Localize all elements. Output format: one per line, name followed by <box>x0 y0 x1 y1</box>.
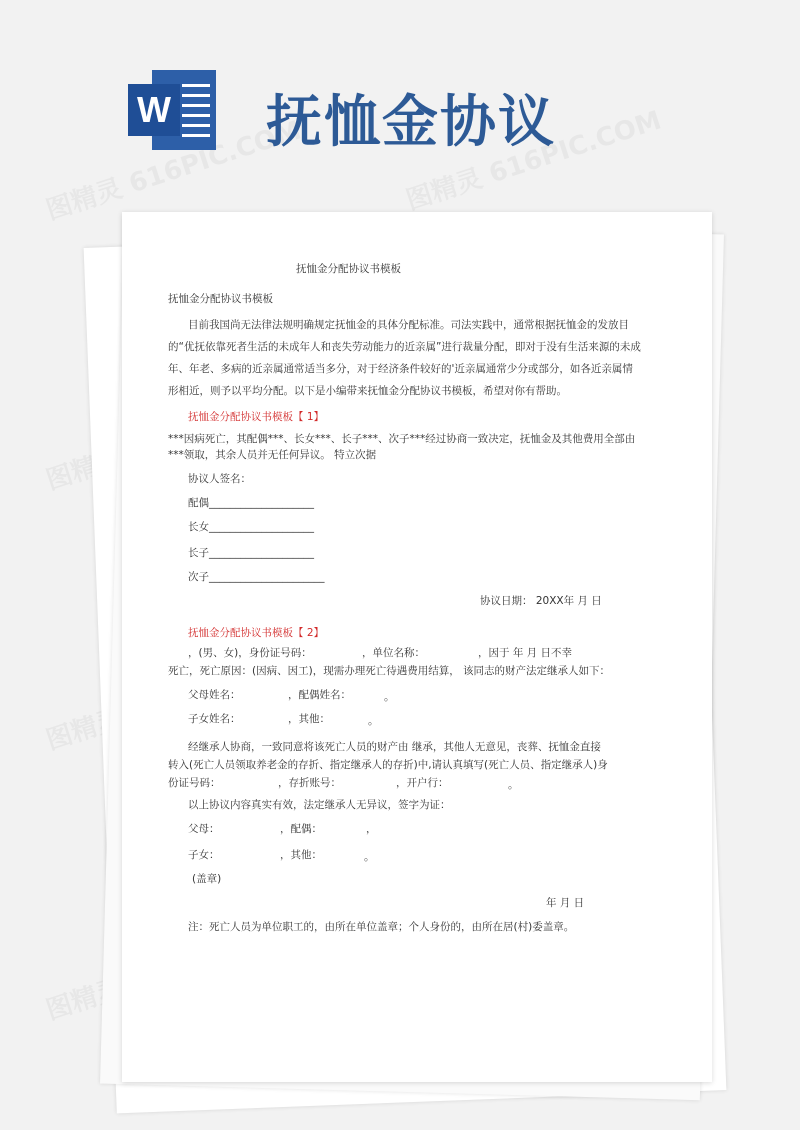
template1-body: ***领取，其余人员并无任何异议。 特立次据 <box>168 449 377 461</box>
period-mark: 。 <box>368 715 379 727</box>
word-logo-icon <box>128 70 216 150</box>
doc-heading: 抚恤金分配协议书模板 <box>296 263 401 275</box>
document-page <box>122 212 712 1082</box>
account-label: ，存折账号： <box>278 777 341 789</box>
inherit-paragraph: 经继承人协商，一致同意将该死亡人员的财产由 继承，其他人无意见，丧葬、抚恤金直接 <box>188 741 601 753</box>
form-death-cause: 死亡，死亡原因：(因病、因工)，现需办理死亡待遇费用结算， 该同志的财产法定继承人如下： <box>168 665 611 677</box>
period-mark: 。 <box>364 851 375 863</box>
sign-spouse: ，配偶： <box>280 823 322 835</box>
signer-eldest-daughter: 长女____________________ <box>188 521 314 533</box>
signer-second-son: 次子______________________ <box>188 571 325 583</box>
template2-title: 抚恤金分配协议书模板【 2】 <box>188 627 325 639</box>
parents-name-label: 父母姓名： <box>188 689 241 701</box>
template1-date: 协议日期： 20XX年 月 日 <box>480 595 602 607</box>
page-title: 抚恤金协议 <box>266 90 556 155</box>
period-mark: 。 <box>508 779 519 791</box>
template2-date: 年 月 日 <box>546 897 585 909</box>
form-id-line: ，(男、女)，身份证号码： <box>188 647 312 659</box>
sign-label: 协议人签名： <box>188 473 251 485</box>
sign-other: ，其他： <box>280 849 322 861</box>
form-date-line: ，因于 年 月 日不幸 <box>478 647 573 659</box>
sign-parents: 父母： <box>188 823 220 835</box>
template1-title: 抚恤金分配协议书模板【 1】 <box>188 411 325 423</box>
comma-mark: ， <box>366 823 377 835</box>
inherit-paragraph: 转入(死亡人员领取养老金的存折、指定继承人的存折)中,请认真填写(死亡人员、指定继承人)身 <box>168 759 608 771</box>
form-employer-line: ，单位名称： <box>362 647 425 659</box>
intro-line: 形相近，则予以平均分配。以下是小编带来抚恤金分配协议书模板，希望对你有帮助。 <box>168 385 567 397</box>
intro-line: 的“优抚依靠死者生活的未成年人和丧失劳动能力的近亲属”进行裁量分配，即对于没有生活来源的未成 <box>168 341 641 353</box>
template1-body: ***因病死亡，其配偶***、长女***、长子***、次子***经过协商一致决定，抚恤金及其他费用全部由 <box>168 433 636 445</box>
period-mark: 。 <box>384 691 395 703</box>
seal-label: (盖章) <box>192 873 222 885</box>
doc-subheading: 抚恤金分配协议书模板 <box>168 293 273 305</box>
footnote: 注：死亡人员为单位职工的，由所在单位盖章；个人身份的，由所在居(村)委盖章。 <box>188 921 575 933</box>
intro-line: 目前我国尚无法律法规明确规定抚恤金的具体分配标准。司法实践中，通常根据抚恤金的发放目 <box>188 319 629 331</box>
confirm-line: 以上协议内容真实有效，法定继承人无异议，签字为证： <box>188 799 451 811</box>
sign-children: 子女： <box>188 849 220 861</box>
signer-eldest-son: 长子____________________ <box>188 547 314 559</box>
bank-label: ，开户行： <box>396 777 449 789</box>
word-badge: W <box>128 84 180 136</box>
spouse-name-label: ，配偶姓名： <box>288 689 351 701</box>
other-label: ，其他： <box>288 713 330 725</box>
id-number-label: 份证号码： <box>168 777 221 789</box>
intro-line: 年、年老、多病的近亲属通常适当多分，对于经济条件较好的'近亲属通常少分或部分，如各近亲属情 <box>168 363 633 375</box>
children-name-label: 子女姓名： <box>188 713 241 725</box>
signer-spouse: 配偶____________________ <box>188 497 314 509</box>
